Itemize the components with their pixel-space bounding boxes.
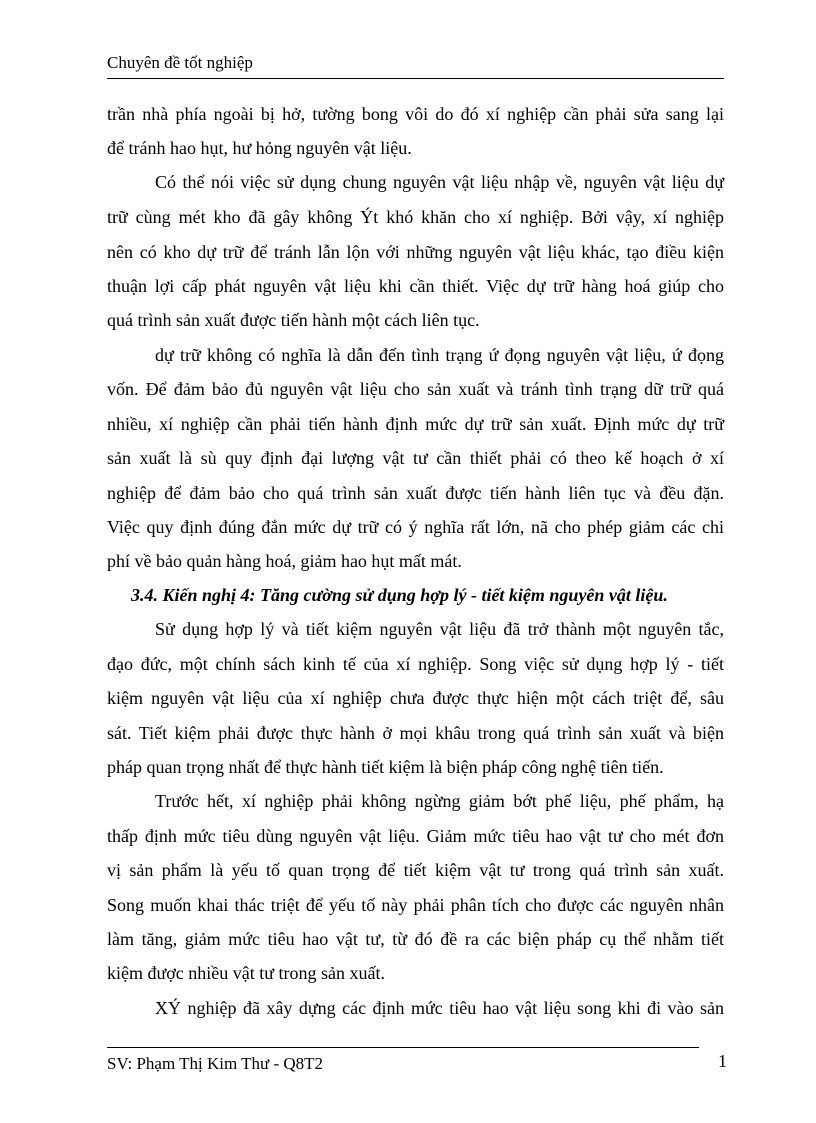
header-title: Chuyên đề tốt nghiệp bbox=[107, 53, 253, 72]
body-line: vị sản phẩm là yếu tố quan trọng để tiết kiệm vật tư trong quá trình sản xuất. bbox=[107, 860, 724, 880]
body-line: để tránh hao hụt, hư hỏng nguyên vật liệu. bbox=[107, 138, 412, 158]
footer-divider bbox=[107, 1047, 699, 1048]
body-line: Có thể nói việc sử dụng chung nguyên vật liệu nhập về, nguyên vật liệu dự bbox=[155, 172, 724, 192]
footer-student: SV: Phạm Thị Kim Thư - Q8T2 bbox=[107, 1054, 324, 1073]
body-line: phí về bảo quản hàng hoá, giảm hao hụt mất mát. bbox=[107, 551, 462, 571]
body-line: nghiệp để đảm bảo cho quá trình sản xuất được tiến hành liên tục và đều đặn. bbox=[107, 483, 724, 503]
body-line: quá trình sản xuất được tiến hành một cách liên tục. bbox=[107, 310, 480, 330]
body-line: pháp quan trọng nhất để thực hành tiết kiệm là biện pháp công nghệ tiên tiến. bbox=[107, 757, 664, 777]
body-line: sản xuất là sù quy định đại lượng vật tư cần thiết phải có theo kế hoạch ở xí bbox=[107, 448, 724, 468]
body-line: Song muốn khai thác triệt để yếu tố này phải phân tích cho được các nguyên nhân bbox=[107, 895, 724, 915]
body-line: sát. Tiết kiệm phải được thực hành ở mọi khâu trong quá trình sản xuất và biện bbox=[107, 723, 724, 743]
body-line: trữ cùng mét kho đã gây không Ýt khó khăn cho xí nghiệp. Bởi vậy, xí nghiệp bbox=[107, 207, 724, 227]
page-number: 1 bbox=[718, 1051, 727, 1071]
body-line: kiệm được nhiều vật tư trong sản xuất. bbox=[107, 963, 385, 983]
body-line: Trước hết, xí nghiệp phải không ngừng giảm bớt phế liệu, phế phẩm, hạ bbox=[155, 791, 724, 811]
page-header bbox=[107, 52, 724, 79]
body-line: thấp định mức tiêu dùng nguyên vật liệu. Giảm mức tiêu hao vật tư cho mét đơn bbox=[107, 826, 724, 846]
body-line: nên có kho dự trữ để tránh lẫn lộn với những nguyên vật liệu khác, tạo điều kiện bbox=[107, 242, 724, 262]
body-line: Việc quy định đúng đắn mức dự trữ có ý nghĩa rất lớn, nã cho phép giảm các chi bbox=[107, 517, 724, 537]
body-line: XÝ nghiệp đã xây dựng các định mức tiêu hao vật liệu song khi đi vào sản bbox=[155, 998, 724, 1018]
body-line: vốn. Để đảm bảo đủ nguyên vật liệu cho sản xuất và tránh tình trạng dữ trữ quá bbox=[107, 379, 724, 399]
section-heading: 3.4. Kiến nghị 4: Tăng cường sử dụng hợp lý - tiết kiệm nguyên vật liệu. bbox=[131, 585, 668, 605]
body-line: nhiều, xí nghiệp cần phải tiến hành định mức dự trữ sản xuất. Định mức dự trữ bbox=[107, 414, 724, 434]
body-line: làm tăng, giảm mức tiêu hao vật tư, từ đó đề ra các biện pháp cụ thể nhằm tiết bbox=[107, 929, 724, 949]
body-line: kiệm nguyên vật liệu của xí nghiệp chưa được thực hiện một cách triệt để, sâu bbox=[107, 688, 724, 708]
body-line: đạo đức, một chính sách kinh tế của xí nghiệp. Song việc sử dụng hợp lý - tiết bbox=[107, 654, 724, 674]
body-line: trần nhà phía ngoài bị hở, tường bong vôi do đó xí nghiệp cần phải sửa sang lại bbox=[107, 104, 724, 124]
body-line: Sử dụng hợp lý và tiết kiệm nguyên vật liệu đã trở thành một nguyên tắc, bbox=[155, 619, 724, 639]
body-line: thuận lợi cấp phát nguyên vật liệu khi cần thiết. Việc dự trữ hàng hoá giúp cho bbox=[107, 276, 724, 296]
body-line: dự trữ không có nghĩa là dẫn đến tình trạng ứ đọng nguyên vật liệu, ứ đọng bbox=[155, 345, 724, 365]
